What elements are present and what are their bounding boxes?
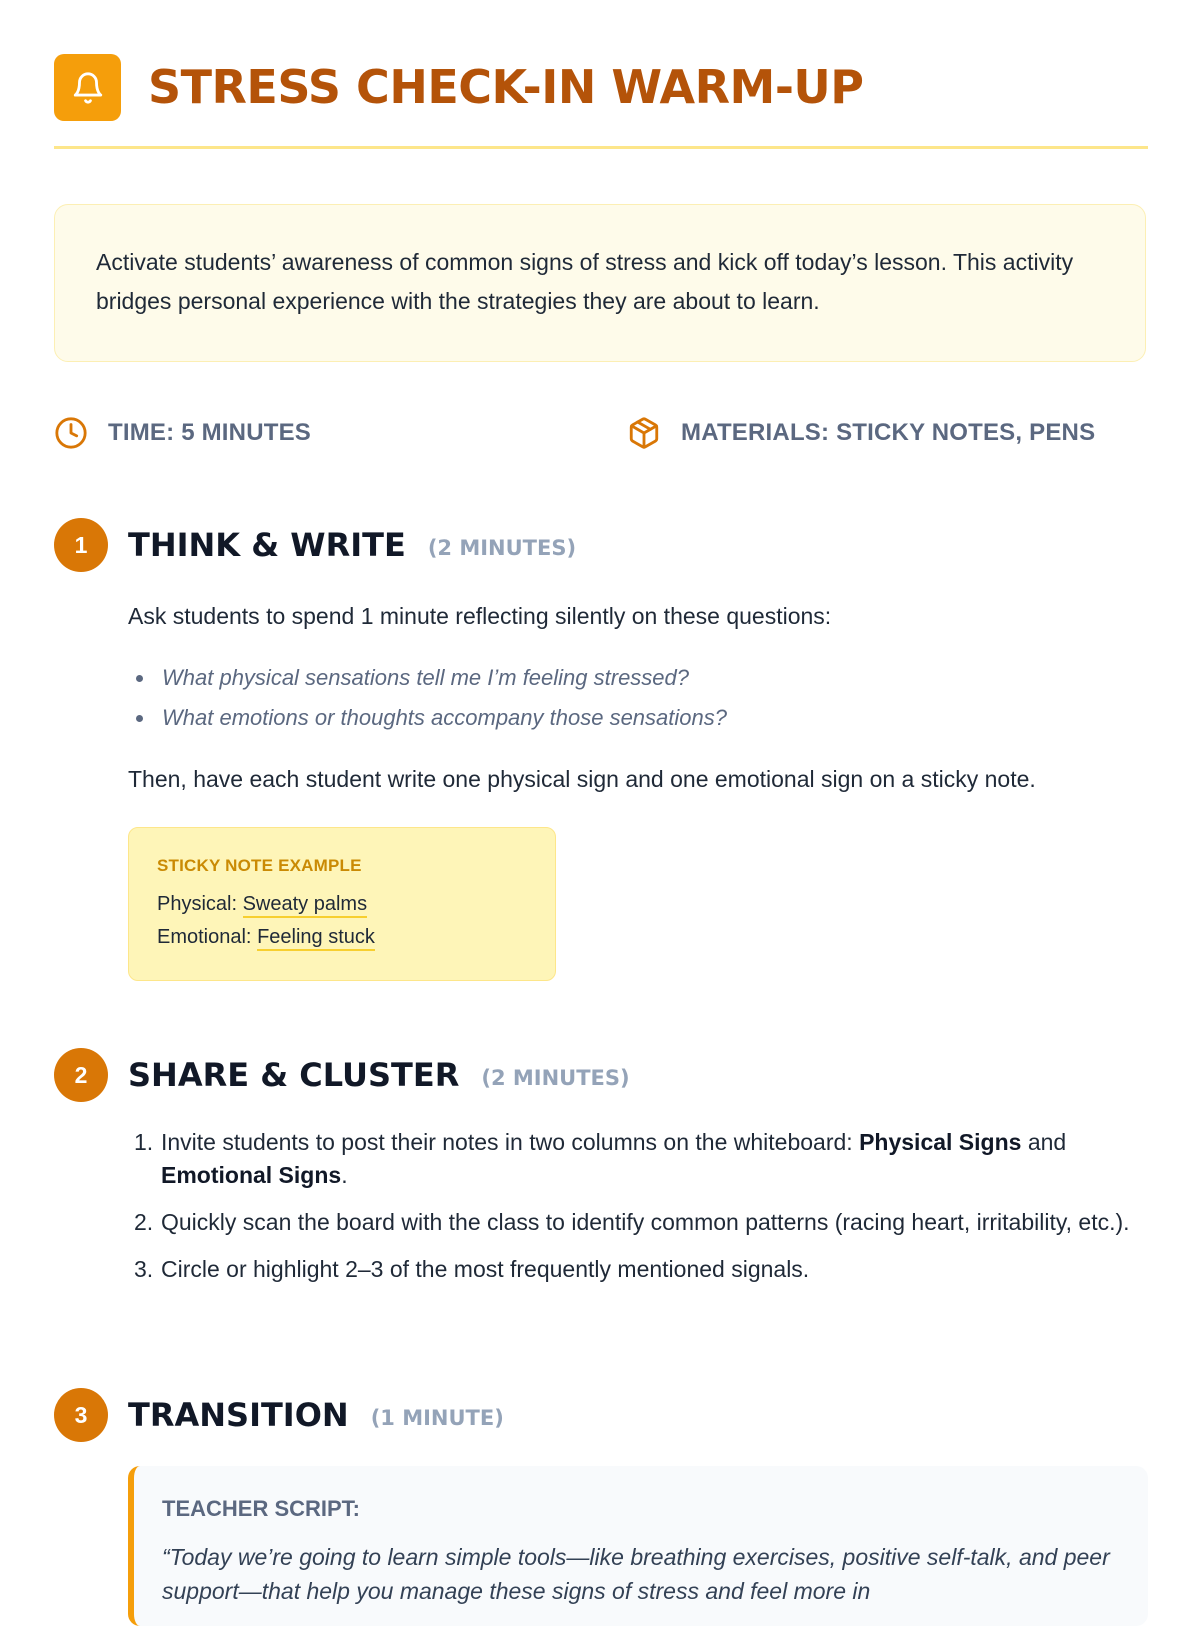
step-title: THINK & WRITE bbox=[128, 526, 406, 564]
time-label: TIME: 5 MINUTES bbox=[108, 419, 312, 446]
sticky-note-example bbox=[128, 827, 556, 981]
list-item bbox=[128, 1126, 1148, 1192]
item-text: and bbox=[1027, 1129, 1067, 1155]
page-header bbox=[54, 54, 1148, 120]
step-duration: (2 MINUTES) bbox=[427, 536, 577, 560]
materials-label: MATERIALS: STICKY NOTES, PENS bbox=[681, 419, 1096, 446]
step-duration: (1 MINUTE) bbox=[370, 1406, 504, 1430]
step-1-followup: Then, have each student write one physical sign and one emotional sign on a sticky note. bbox=[128, 766, 1036, 792]
list-item: What emotions or thoughts accompany those sensations? bbox=[128, 698, 727, 738]
step-title: SHARE & CLUSTER bbox=[128, 1056, 460, 1094]
physical-value: Sweaty palms bbox=[243, 893, 368, 918]
reflection-questions bbox=[128, 658, 727, 738]
list-index: 3. bbox=[134, 1256, 154, 1282]
emotional-value: Feeling stuck bbox=[257, 926, 375, 951]
list-index: 2. bbox=[134, 1209, 154, 1235]
clock-icon bbox=[54, 416, 88, 450]
script-text: “Today we’re going to learn simple tools—like breathing exercises, positive self-talk, and peer support—that help you manage these signs of stress and feel more in bbox=[162, 1544, 1110, 1604]
step-number-badge: 2 bbox=[54, 1048, 108, 1102]
step-1-intro: Ask students to spend 1 minute reflecting silently on these questions: bbox=[128, 603, 832, 629]
step-2-header bbox=[54, 1048, 630, 1102]
package-icon bbox=[627, 416, 661, 450]
item-text: Quickly scan the board with the class to identify common patterns (racing heart, irritability, etc.). bbox=[161, 1209, 1130, 1235]
intro-callout bbox=[54, 204, 1146, 362]
sticky-emotional-row bbox=[157, 921, 555, 954]
step-duration: (2 MINUTES) bbox=[481, 1066, 630, 1090]
item-text: . bbox=[341, 1162, 348, 1188]
header-icon-box bbox=[54, 54, 121, 121]
sticky-physical-row bbox=[157, 888, 555, 921]
list-item: What physical sensations tell me I’m feeling stressed? bbox=[128, 658, 727, 698]
teacher-script-callout bbox=[128, 1466, 1148, 1626]
meta-time bbox=[54, 416, 311, 450]
step-3-header bbox=[54, 1388, 504, 1442]
physical-label: Physical: bbox=[157, 893, 238, 915]
share-steps-list bbox=[128, 1126, 1148, 1300]
item-text: Circle or highlight 2–3 of the most frequently mentioned signals. bbox=[161, 1256, 810, 1282]
emotional-label: Emotional: bbox=[157, 926, 252, 948]
step-number-badge: 1 bbox=[54, 518, 108, 572]
bell-icon bbox=[71, 71, 105, 105]
item-text: Invite students to post their notes in two columns on the whiteboard: bbox=[161, 1129, 853, 1155]
list-item bbox=[128, 1253, 1148, 1286]
emotional-signs-term: Emotional Signs bbox=[161, 1162, 342, 1188]
physical-signs-term: Physical Signs bbox=[859, 1129, 1022, 1155]
meta-materials bbox=[627, 416, 1095, 450]
intro-text: Activate students’ awareness of common signs of stress and kick off today’s lesson. This activity bridges personal experience with the strategies they are about to learn. bbox=[96, 249, 1074, 314]
step-number-badge: 3 bbox=[54, 1388, 108, 1442]
step-title: TRANSITION bbox=[128, 1396, 349, 1434]
header-divider bbox=[54, 146, 1148, 149]
list-index: 1. bbox=[134, 1129, 154, 1155]
sticky-note-label: STICKY NOTE EXAMPLE bbox=[157, 856, 362, 875]
script-label: TEACHER SCRIPT: bbox=[162, 1496, 361, 1521]
list-item bbox=[128, 1206, 1148, 1239]
step-1-header bbox=[54, 518, 576, 572]
page-title: STRESS CHECK-IN WARM-UP bbox=[148, 60, 864, 114]
